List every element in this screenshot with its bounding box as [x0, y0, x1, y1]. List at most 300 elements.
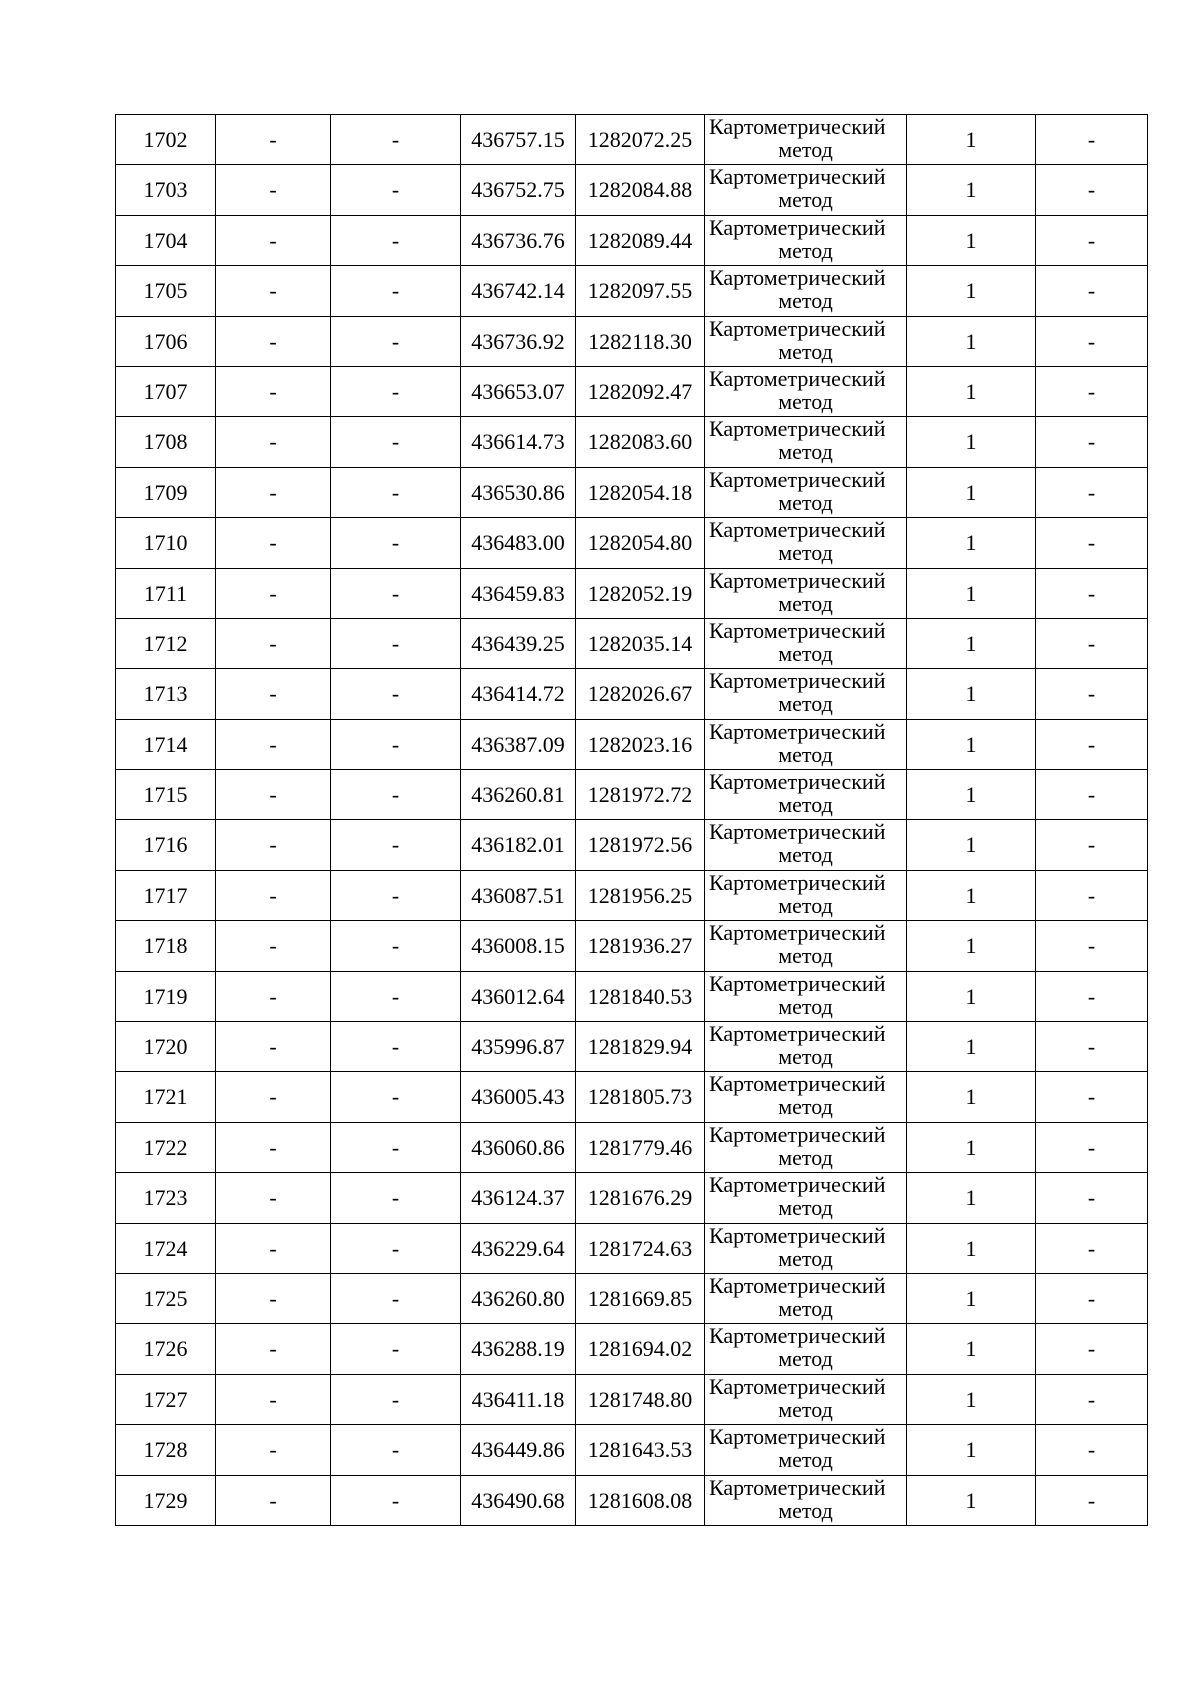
y-coordinate-cell: 1282097.55 [576, 266, 705, 316]
y-coordinate-cell: 1281805.73 [576, 1072, 705, 1122]
method-text-line2: метод [778, 137, 833, 162]
method-text-line2: метод [778, 338, 833, 364]
x-coordinate-cell: 436008.15 [461, 921, 576, 971]
point-number-cell: 1721 [116, 1072, 216, 1122]
column-2-cell: - [216, 467, 331, 517]
column-3-cell: - [331, 1475, 461, 1525]
column-3-cell: - [331, 518, 461, 568]
column-3-cell: - [331, 1273, 461, 1323]
accuracy-cell: 1 [907, 165, 1036, 215]
point-number-cell: 1705 [116, 266, 216, 316]
x-coordinate-cell: 436752.75 [461, 165, 576, 215]
column-8-cell: - [1036, 417, 1148, 467]
column-2-cell: - [216, 266, 331, 316]
method-text-line1: Картометрический [709, 215, 886, 240]
x-coordinate-cell: 436229.64 [461, 1223, 576, 1273]
column-8-cell: - [1036, 1173, 1148, 1223]
point-number-cell: 1711 [116, 568, 216, 618]
table-row [116, 1425, 1148, 1475]
column-3-cell: - [331, 266, 461, 316]
column-2-cell: - [216, 417, 331, 467]
column-2-cell: - [216, 115, 331, 165]
column-3-cell: - [331, 719, 461, 769]
point-number-cell: 1702 [116, 115, 216, 165]
table-body [116, 115, 1148, 1526]
point-number-cell: 1706 [116, 316, 216, 366]
accuracy-cell: 1 [907, 1475, 1036, 1525]
method-cell [705, 1273, 907, 1323]
y-coordinate-cell: 1281936.27 [576, 921, 705, 971]
method-cell [705, 467, 907, 517]
accuracy-cell: 1 [907, 568, 1036, 618]
column-2-cell: - [216, 618, 331, 668]
y-coordinate-cell: 1281676.29 [576, 1173, 705, 1223]
table-row [116, 921, 1148, 971]
method-text-line1: Картометрический [709, 1475, 886, 1500]
column-8-cell: - [1036, 1475, 1148, 1525]
x-coordinate-cell: 436260.81 [461, 770, 576, 820]
table-row [116, 1022, 1148, 1072]
y-coordinate-cell: 1281956.25 [576, 870, 705, 920]
x-coordinate-cell: 436736.76 [461, 215, 576, 265]
x-coordinate-cell: 436005.43 [461, 1072, 576, 1122]
column-3-cell: - [331, 1425, 461, 1475]
table-row [116, 568, 1148, 618]
method-text-line1: Картометрический [709, 769, 886, 795]
column-2-cell: - [216, 1122, 331, 1172]
method-cell [705, 669, 907, 719]
column-3-cell: - [331, 669, 461, 719]
column-8-cell: - [1036, 719, 1148, 769]
column-2-cell: - [216, 316, 331, 366]
method-text-line1: Картометрический [709, 819, 886, 845]
table-row [116, 417, 1148, 467]
column-2-cell: - [216, 366, 331, 416]
column-8-cell: - [1036, 366, 1148, 416]
column-2-cell: - [216, 518, 331, 568]
y-coordinate-cell: 1282054.18 [576, 467, 705, 517]
accuracy-cell: 1 [907, 467, 1036, 517]
column-2-cell: - [216, 669, 331, 719]
column-2-cell: - [216, 1072, 331, 1122]
method-cell [705, 266, 907, 316]
method-text-line2: метод [778, 540, 833, 566]
x-coordinate-cell: 436182.01 [461, 820, 576, 870]
method-text-line2: метод [778, 1144, 833, 1170]
table-row [116, 518, 1148, 568]
method-text-line2: метод [778, 1295, 833, 1321]
column-2-cell: - [216, 719, 331, 769]
column-2-cell: - [216, 870, 331, 920]
method-cell [705, 518, 907, 568]
point-number-cell: 1712 [116, 618, 216, 668]
method-cell [705, 870, 907, 920]
point-number-cell: 1717 [116, 870, 216, 920]
accuracy-cell: 1 [907, 1273, 1036, 1323]
column-3-cell: - [331, 921, 461, 971]
y-coordinate-cell: 1281748.80 [576, 1374, 705, 1424]
column-3-cell: - [331, 1022, 461, 1072]
y-coordinate-cell: 1282118.30 [576, 316, 705, 366]
method-text-line2: метод [778, 288, 833, 314]
column-2-cell: - [216, 1425, 331, 1475]
column-3-cell: - [331, 770, 461, 820]
column-3-cell: - [331, 1122, 461, 1172]
column-8-cell: - [1036, 1273, 1148, 1323]
table-row [116, 266, 1148, 316]
method-text-line2: метод [778, 741, 833, 767]
method-text-line2: метод [778, 388, 833, 414]
column-2-cell: - [216, 971, 331, 1021]
column-3-cell: - [331, 1223, 461, 1273]
method-text-line2: метод [778, 842, 833, 868]
accuracy-cell: 1 [907, 1374, 1036, 1424]
column-8-cell: - [1036, 820, 1148, 870]
table-row [116, 1324, 1148, 1374]
x-coordinate-cell: 436483.00 [461, 518, 576, 568]
method-text-line1: Картометрический [709, 568, 886, 593]
y-coordinate-cell: 1281972.72 [576, 770, 705, 820]
x-coordinate-cell: 436411.18 [461, 1374, 576, 1424]
column-3-cell: - [331, 366, 461, 416]
method-text-line1: Картометрический [709, 366, 886, 391]
x-coordinate-cell: 436459.83 [461, 568, 576, 618]
column-2-cell: - [216, 1223, 331, 1273]
x-coordinate-cell: 436124.37 [461, 1173, 576, 1223]
method-text-line1: Картометрический [709, 265, 886, 291]
x-coordinate-cell: 436653.07 [461, 366, 576, 416]
y-coordinate-cell: 1282072.25 [576, 115, 705, 165]
column-8-cell: - [1036, 921, 1148, 971]
method-text-line2: метод [778, 1094, 833, 1120]
column-8-cell: - [1036, 165, 1148, 215]
method-cell [705, 1122, 907, 1172]
table-row [116, 770, 1148, 820]
method-cell [705, 971, 907, 1021]
column-3-cell: - [331, 1173, 461, 1223]
column-3-cell: - [331, 165, 461, 215]
column-8-cell: - [1036, 1122, 1148, 1172]
x-coordinate-cell: 436530.86 [461, 467, 576, 517]
column-3-cell: - [331, 1374, 461, 1424]
point-number-cell: 1708 [116, 417, 216, 467]
method-cell [705, 165, 907, 215]
method-text-line1: Картометрический [709, 316, 886, 341]
method-text-line1: Картометрический [709, 1273, 886, 1298]
method-text-line2: метод [778, 590, 833, 616]
accuracy-cell: 1 [907, 719, 1036, 769]
y-coordinate-cell: 1282035.14 [576, 618, 705, 668]
accuracy-cell: 1 [907, 1122, 1036, 1172]
y-coordinate-cell: 1282023.16 [576, 719, 705, 769]
x-coordinate-cell: 436757.15 [461, 115, 576, 165]
accuracy-cell: 1 [907, 518, 1036, 568]
method-cell [705, 1223, 907, 1273]
point-number-cell: 1714 [116, 719, 216, 769]
y-coordinate-cell: 1282054.80 [576, 518, 705, 568]
y-coordinate-cell: 1281669.85 [576, 1273, 705, 1323]
table-row [116, 1374, 1148, 1424]
method-cell [705, 1374, 907, 1424]
point-number-cell: 1723 [116, 1173, 216, 1223]
x-coordinate-cell: 436490.68 [461, 1475, 576, 1525]
column-8-cell: - [1036, 669, 1148, 719]
accuracy-cell: 1 [907, 669, 1036, 719]
table-row [116, 1475, 1148, 1525]
x-coordinate-cell: 436288.19 [461, 1324, 576, 1374]
method-text-line2: метод [778, 489, 833, 515]
point-number-cell: 1727 [116, 1374, 216, 1424]
column-8-cell: - [1036, 1223, 1148, 1273]
method-cell [705, 1173, 907, 1223]
method-text-line2: метод [778, 1447, 833, 1473]
column-3-cell: - [331, 1072, 461, 1122]
column-3-cell: - [331, 115, 461, 165]
method-text-line1: Картометрический [709, 517, 886, 543]
method-text-line1: Картометрический [709, 467, 886, 492]
accuracy-cell: 1 [907, 921, 1036, 971]
column-8-cell: - [1036, 568, 1148, 618]
method-cell [705, 618, 907, 668]
column-2-cell: - [216, 820, 331, 870]
method-cell [705, 568, 907, 618]
x-coordinate-cell: 436387.09 [461, 719, 576, 769]
accuracy-cell: 1 [907, 1173, 1036, 1223]
y-coordinate-cell: 1281643.53 [576, 1425, 705, 1475]
table-row [116, 467, 1148, 517]
method-text-line1: Картометрический [709, 668, 886, 694]
point-number-cell: 1722 [116, 1122, 216, 1172]
column-2-cell: - [216, 1374, 331, 1424]
column-2-cell: - [216, 1475, 331, 1525]
column-8-cell: - [1036, 266, 1148, 316]
table-row [116, 971, 1148, 1021]
method-cell [705, 417, 907, 467]
method-text-line2: метод [778, 792, 833, 818]
y-coordinate-cell: 1281694.02 [576, 1324, 705, 1374]
column-8-cell: - [1036, 618, 1148, 668]
x-coordinate-cell: 436087.51 [461, 870, 576, 920]
method-text-line1: Картометрический [709, 1071, 886, 1097]
y-coordinate-cell: 1281779.46 [576, 1122, 705, 1172]
accuracy-cell: 1 [907, 1022, 1036, 1072]
column-8-cell: - [1036, 316, 1148, 366]
method-cell [705, 921, 907, 971]
accuracy-cell: 1 [907, 366, 1036, 416]
column-8-cell: - [1036, 115, 1148, 165]
point-number-cell: 1703 [116, 165, 216, 215]
method-cell [705, 1475, 907, 1525]
column-2-cell: - [216, 215, 331, 265]
y-coordinate-cell: 1281829.94 [576, 1022, 705, 1072]
method-text-line2: метод [778, 1396, 833, 1422]
accuracy-cell: 1 [907, 1425, 1036, 1475]
column-8-cell: - [1036, 770, 1148, 820]
method-text-line1: Картометрический [709, 1021, 886, 1047]
accuracy-cell: 1 [907, 1223, 1036, 1273]
accuracy-cell: 1 [907, 820, 1036, 870]
method-cell [705, 1022, 907, 1072]
x-coordinate-cell: 436742.14 [461, 266, 576, 316]
table-row [116, 618, 1148, 668]
column-8-cell: - [1036, 870, 1148, 920]
x-coordinate-cell: 436439.25 [461, 618, 576, 668]
column-8-cell: - [1036, 1022, 1148, 1072]
table-row [116, 1173, 1148, 1223]
y-coordinate-cell: 1282089.44 [576, 215, 705, 265]
x-coordinate-cell: 436260.80 [461, 1273, 576, 1323]
column-8-cell: - [1036, 1374, 1148, 1424]
column-2-cell: - [216, 1273, 331, 1323]
accuracy-cell: 1 [907, 1072, 1036, 1122]
method-cell [705, 1324, 907, 1374]
method-text-line2: метод [778, 943, 833, 969]
method-cell [705, 719, 907, 769]
accuracy-cell: 1 [907, 618, 1036, 668]
method-text-line2: метод [778, 1044, 833, 1070]
table-row [116, 1122, 1148, 1172]
column-3-cell: - [331, 417, 461, 467]
column-8-cell: - [1036, 518, 1148, 568]
x-coordinate-cell: 436736.92 [461, 316, 576, 366]
method-text-line2: метод [778, 1195, 833, 1221]
method-cell [705, 1425, 907, 1475]
column-3-cell: - [331, 820, 461, 870]
point-number-cell: 1726 [116, 1324, 216, 1374]
method-text-line1: Картометрический [709, 870, 886, 895]
method-text-line1: Картометрический [709, 1223, 886, 1248]
column-3-cell: - [331, 215, 461, 265]
method-text-line1: Картометрический [709, 1122, 886, 1147]
method-text-line1: Картометрический [709, 1323, 886, 1349]
method-text-line1: Картометрический [709, 1172, 886, 1198]
point-number-cell: 1719 [116, 971, 216, 1021]
column-2-cell: - [216, 1173, 331, 1223]
table-row [116, 165, 1148, 215]
y-coordinate-cell: 1282092.47 [576, 366, 705, 416]
point-number-cell: 1718 [116, 921, 216, 971]
method-text-line2: метод [778, 439, 833, 465]
table-row [116, 366, 1148, 416]
table-row [116, 870, 1148, 920]
point-number-cell: 1724 [116, 1223, 216, 1273]
method-text-line2: метод [778, 1497, 833, 1523]
y-coordinate-cell: 1281608.08 [576, 1475, 705, 1525]
column-2-cell: - [216, 1324, 331, 1374]
column-8-cell: - [1036, 467, 1148, 517]
accuracy-cell: 1 [907, 971, 1036, 1021]
x-coordinate-cell: 436060.86 [461, 1122, 576, 1172]
accuracy-cell: 1 [907, 115, 1036, 165]
method-cell [705, 1072, 907, 1122]
method-text-line1: Картометрический [709, 1424, 886, 1450]
x-coordinate-cell: 435996.87 [461, 1022, 576, 1072]
column-3-cell: - [331, 971, 461, 1021]
method-cell [705, 215, 907, 265]
column-3-cell: - [331, 618, 461, 668]
coordinates-table [115, 114, 1148, 1526]
accuracy-cell: 1 [907, 316, 1036, 366]
y-coordinate-cell: 1282026.67 [576, 669, 705, 719]
method-text-line1: Картометрический [709, 719, 886, 744]
point-number-cell: 1720 [116, 1022, 216, 1072]
accuracy-cell: 1 [907, 1324, 1036, 1374]
x-coordinate-cell: 436414.72 [461, 669, 576, 719]
method-text-line2: метод [778, 1245, 833, 1271]
method-cell [705, 115, 907, 165]
y-coordinate-cell: 1281724.63 [576, 1223, 705, 1273]
table-row [116, 669, 1148, 719]
column-8-cell: - [1036, 1324, 1148, 1374]
method-text-line1: Картометрический [709, 971, 886, 996]
method-text-line1: Картометрический [709, 1374, 886, 1399]
column-3-cell: - [331, 316, 461, 366]
method-text-line2: метод [778, 993, 833, 1019]
table-row [116, 1223, 1148, 1273]
method-cell [705, 770, 907, 820]
table-row [116, 316, 1148, 366]
method-text-line1: Картометрический [709, 416, 886, 442]
point-number-cell: 1728 [116, 1425, 216, 1475]
table-row [116, 719, 1148, 769]
method-text-line1: Картометрический [709, 920, 886, 946]
table-row [116, 215, 1148, 265]
point-number-cell: 1709 [116, 467, 216, 517]
x-coordinate-cell: 436449.86 [461, 1425, 576, 1475]
column-3-cell: - [331, 467, 461, 517]
column-8-cell: - [1036, 215, 1148, 265]
point-number-cell: 1713 [116, 669, 216, 719]
table-row [116, 1273, 1148, 1323]
y-coordinate-cell: 1282083.60 [576, 417, 705, 467]
column-2-cell: - [216, 568, 331, 618]
method-text-line2: метод [778, 187, 833, 213]
method-text-line1: Картометрический [709, 114, 886, 139]
method-text-line2: метод [778, 892, 833, 918]
method-cell [705, 366, 907, 416]
y-coordinate-cell: 1281840.53 [576, 971, 705, 1021]
point-number-cell: 1715 [116, 770, 216, 820]
method-text-line2: метод [778, 237, 833, 263]
point-number-cell: 1725 [116, 1273, 216, 1323]
column-3-cell: - [331, 568, 461, 618]
point-number-cell: 1710 [116, 518, 216, 568]
method-cell [705, 316, 907, 366]
column-8-cell: - [1036, 1072, 1148, 1122]
accuracy-cell: 1 [907, 215, 1036, 265]
method-text-line1: Картометрический [709, 618, 886, 643]
accuracy-cell: 1 [907, 770, 1036, 820]
table-row [116, 115, 1148, 165]
method-text-line2: метод [778, 691, 833, 717]
point-number-cell: 1729 [116, 1475, 216, 1525]
column-3-cell: - [331, 1324, 461, 1374]
table-row [116, 1072, 1148, 1122]
accuracy-cell: 1 [907, 417, 1036, 467]
y-coordinate-cell: 1282084.88 [576, 165, 705, 215]
y-coordinate-cell: 1282052.19 [576, 568, 705, 618]
column-2-cell: - [216, 1022, 331, 1072]
table-row [116, 820, 1148, 870]
accuracy-cell: 1 [907, 870, 1036, 920]
y-coordinate-cell: 1281972.56 [576, 820, 705, 870]
method-text-line2: метод [778, 1346, 833, 1372]
column-2-cell: - [216, 921, 331, 971]
column-2-cell: - [216, 165, 331, 215]
point-number-cell: 1704 [116, 215, 216, 265]
column-2-cell: - [216, 770, 331, 820]
accuracy-cell: 1 [907, 266, 1036, 316]
